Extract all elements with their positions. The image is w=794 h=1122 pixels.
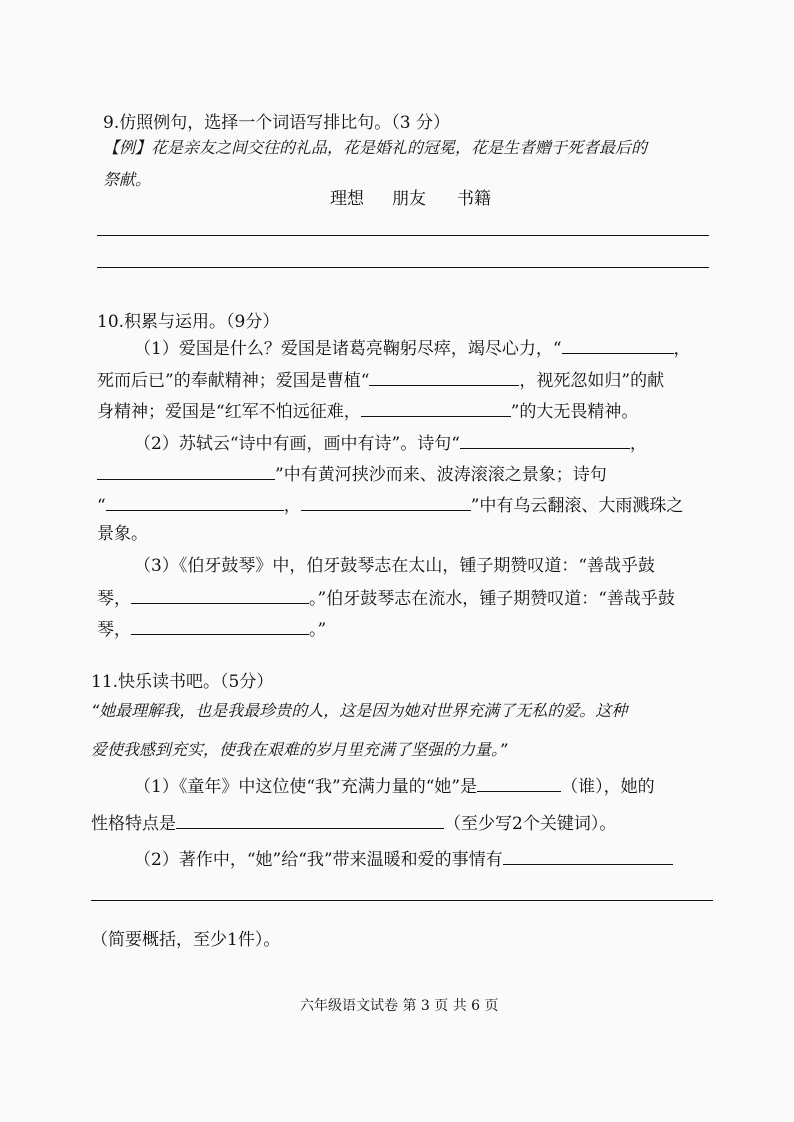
blank-11-1b[interactable] (176, 812, 444, 829)
blank-10-1a[interactable] (562, 337, 674, 354)
q11-p1-line1 (134, 775, 655, 797)
q10-p3-line2 (97, 587, 675, 609)
q10-p1-l3b: ”的大无畏精神。 (510, 402, 639, 422)
blank-11-2a[interactable] (503, 848, 673, 865)
q10-p3-l2a: 琴， (97, 589, 131, 609)
q9-word-1: 理想 (330, 189, 364, 209)
q10-p2-line1 (134, 432, 647, 454)
q9-answer-line-2[interactable] (97, 267, 709, 268)
q11-p2-l1: （2）著作中，“她”给“我”带来温暖和爱的事情有 (134, 850, 503, 870)
q11-p2-line3: （简要概括，至少1件）。 (91, 930, 281, 950)
q10-p1-l1a: （1）爱国是什么？爱国是诸葛亮鞠躬尽瘁，竭尽心力，“ (134, 339, 562, 359)
q10-p1-l3a: 身精神；爱国是“红军不怕远征难， (97, 402, 361, 422)
blank-10-2c[interactable] (106, 494, 284, 511)
q11-p1-l2a: 性格特点是 (91, 814, 176, 834)
q10-p1-line2 (97, 369, 664, 391)
blank-10-1c[interactable] (361, 400, 511, 417)
q10-p3-l3a: 琴， (97, 620, 131, 640)
q10-p1-l2a: 死而后已”的奉献精神；爱国是曹植“ (97, 371, 370, 391)
q11-quote-line2: 爱使我感到充实，使我在艰难的岁月里充满了坚强的力量。” (91, 740, 508, 759)
blank-11-1a[interactable] (477, 775, 561, 792)
q10-p1-line1 (134, 337, 691, 359)
q10-p2-l3c: ”中有乌云翻滚、大雨溅珠之 (470, 496, 684, 516)
blank-10-3a[interactable] (131, 587, 309, 604)
q9-example-line2: 祭献。 (103, 170, 152, 189)
q10-p2-line2 (97, 463, 607, 485)
blank-10-2b[interactable] (97, 463, 275, 480)
q10-p2-line3 (97, 494, 683, 516)
page-footer: 六年级语文试卷 第 3 页 共 6 页 (300, 998, 499, 1014)
q10-p3-l2b: 。”伯牙鼓琴志在流水，锺子期赞叹道：“善哉乎鼓 (309, 589, 675, 609)
q10-p3-l3b: 。” (309, 620, 327, 640)
q9-word-3: 书籍 (457, 189, 491, 209)
q10-p1-l2b: ，视死忽如归”的献 (519, 371, 665, 391)
q11-p2-line1 (134, 848, 673, 870)
q10-p3-line3 (97, 618, 326, 640)
q11-quote-line1: “她最理解我，也是我最珍贵的人，这是因为她对世界充满了无私的爱。这种 (91, 701, 628, 720)
q11-p1-l1b: （谁），她的 (561, 777, 655, 797)
q10-p2-l3a: “ (97, 496, 106, 516)
q9-answer-line-1[interactable] (97, 235, 709, 236)
q11-p1-line2 (91, 812, 616, 834)
q9-word-2: 朋友 (392, 189, 426, 209)
q9-title: 9.仿照例句，选择一个词语写排比句。（3 分） (103, 113, 450, 133)
q10-p2-l1b: ， (629, 434, 647, 454)
blank-10-2d[interactable] (301, 494, 471, 511)
q9-example-line1: 【例】花是亲友之间交往的礼品，花是婚礼的冠冕，花是生者赠于死者最后的 (103, 138, 648, 157)
q11-p1-l1a: （1）《童年》中这位使“我”充满力量的“她”是 (134, 777, 478, 797)
blank-10-2a[interactable] (460, 432, 630, 449)
q10-p2-line4: 景象。 (97, 524, 148, 544)
q10-p3-line1: （3）《伯牙鼓琴》中，伯牙鼓琴志在太山，锺子期赞叹道：“善哉乎鼓 (134, 556, 656, 576)
q10-title: 10.积累与运用。（9分） (97, 312, 280, 332)
q10-p2-l2: ”中有黄河挟沙而来、波涛滚滚之景象；诗句 (275, 465, 607, 485)
q10-p2-l1a: （2）苏轼云“诗中有画，画中有诗”。诗句“ (134, 434, 460, 454)
q11-title: 11.快乐读书吧。（5分） (91, 672, 274, 692)
q11-p1-l2b: （至少写2个关键词）。 (444, 814, 617, 834)
blank-10-1b[interactable] (369, 369, 519, 386)
q11-answer-line[interactable] (91, 900, 713, 901)
q10-p1-line3 (97, 400, 638, 422)
q10-p2-l3b: ， (283, 496, 301, 516)
blank-10-3b[interactable] (131, 618, 309, 635)
q10-p1-l1b: ， (673, 339, 691, 359)
